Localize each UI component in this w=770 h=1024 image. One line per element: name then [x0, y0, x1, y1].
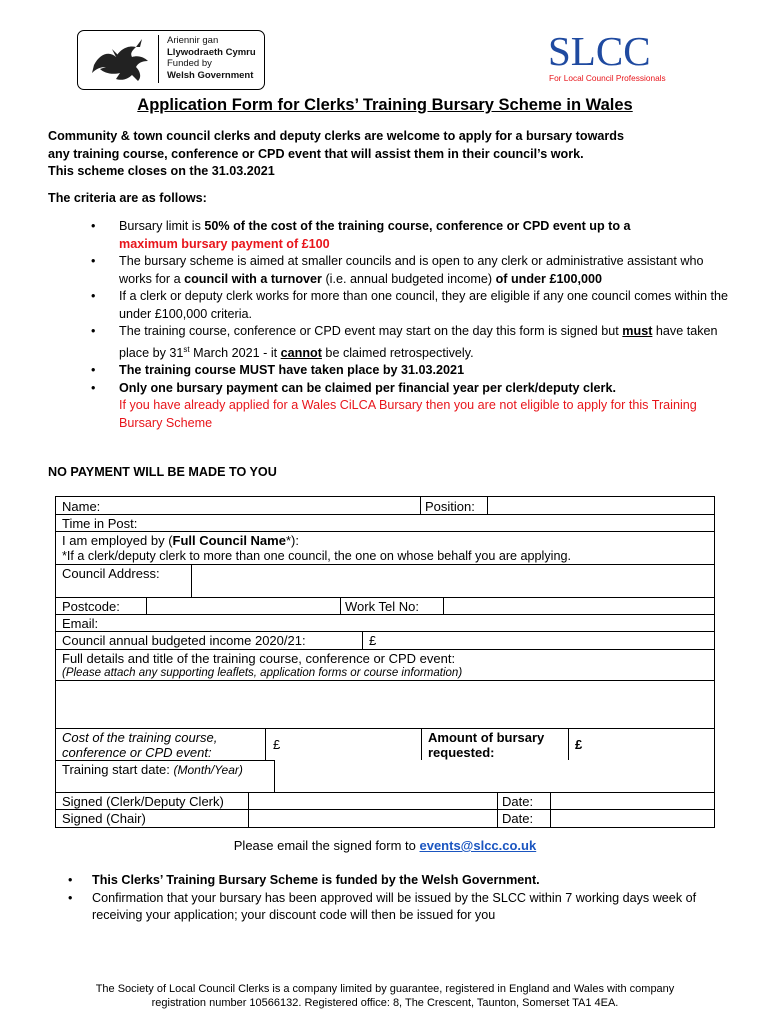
list-item: • Confirmation that your bursary has been approved will be issued by the SLCC within 7 working days week of receiving your application; your discount code will then be issued for you — [68, 890, 697, 922]
employer-note: *If a clerk/deputy clerk to more than one council, the one on whose behalf you are applying. — [62, 549, 571, 563]
postcode-field[interactable] — [151, 598, 336, 613]
details-label: Full details and title of the training course, conference or CPD event: — [62, 651, 456, 666]
list-item: • If a clerk or deputy clerk works for more than one council, they are eligible if any one council comes within the under £100,000 criteria. — [91, 289, 728, 321]
list-item: • Bursary limit is 50% of the cost of the training course, conference or CPD event up to a maximum bursary payment of £100 — [91, 219, 631, 251]
details-field[interactable] — [60, 682, 710, 726]
work-tel-field[interactable] — [448, 598, 710, 613]
welsh-government-text: Ariennir gan Llywodraeth Cymru Funded by Welsh Government — [167, 35, 256, 81]
signed-chair-label: Signed (Chair) — [62, 811, 146, 826]
signed-clerk-field[interactable] — [253, 793, 493, 808]
no-payment-notice: NO PAYMENT WILL BE MADE TO YOU — [48, 465, 277, 479]
employer-label: I am employed by (Full Council Name*): — [62, 533, 299, 548]
footer: The Society of Local Council Clerks is a company limited by guarantee, registered in England and Wales with company registration number 10566132. Registered office: 8, The Crescent, Taunton, Somerset TA1 4EA. — [95, 983, 675, 1009]
email-instruction: Please email the signed form to events@slcc.co.uk — [233, 838, 537, 853]
time-in-post-label: Time in Post: — [62, 516, 138, 531]
date-label: Date: — [502, 794, 534, 809]
council-address-label: Council Address: — [62, 566, 160, 581]
date-label: Date: — [502, 811, 534, 826]
slcc-logo: SLCC — [548, 28, 651, 74]
amount-field[interactable]: £ — [575, 737, 583, 752]
cost-field[interactable]: £ — [273, 737, 281, 752]
budget-label: Council annual budgeted income 2020/21: — [62, 633, 306, 648]
name-label: Name: — [62, 499, 101, 514]
list-item: • Only one bursary payment can be claimed per financial year per clerk/deputy clerk. If you have already applied for a Wales CiLCA Bursary then you are not eligible to apply for this Training Bursary Scheme — [91, 380, 697, 430]
position-label: Position: — [425, 499, 475, 514]
work-tel-label: Work Tel No: — [345, 599, 419, 614]
cost-label: Cost of the training course, conference or CPD event: — [62, 730, 218, 760]
application-form — [55, 496, 715, 828]
start-date-label: Training start date: (Month/Year) — [62, 762, 243, 777]
email-label: Email: — [62, 616, 99, 631]
council-address-field[interactable] — [196, 566, 710, 595]
bottom-notes — [48, 872, 728, 925]
date-field[interactable] — [555, 810, 710, 825]
list-item: • This Clerks’ Training Bursary Scheme is funded by the Welsh Government. — [68, 873, 540, 887]
postcode-label: Postcode: — [62, 599, 120, 614]
page-title: Application Form for Clerks’ Training Bursary Scheme in Wales — [137, 96, 633, 114]
position-field[interactable] — [492, 498, 710, 513]
intro-text: Community & town council clerks and deputy clerks are welcome to apply for a bursary towards any training course, conference or CPD event that will assist them in their council’s work. This scheme closes on the 31.03.2021 — [48, 129, 624, 178]
welsh-dragon-icon — [86, 35, 156, 85]
budget-field[interactable]: £ — [369, 633, 377, 648]
list-item: • The bursary scheme is aimed at smaller councils and is open to any clerk or administrative assistant who works for a council with a turnover (i.e. annual budgeted income) of under £100,000 — [91, 254, 704, 286]
list-item: • The training course MUST have taken place by 31.03.2021 — [91, 363, 465, 378]
criteria-list — [48, 218, 728, 432]
list-item: • The training course, conference or CPD event may start on the day this form is signed but must have taken place by 31st March 2021 - it cannot be claimed retrospectively. — [91, 324, 718, 360]
slcc-tagline: For Local Council Professionals — [549, 73, 666, 83]
date-field[interactable] — [555, 793, 710, 808]
criteria-heading: The criteria are as follows: — [48, 191, 207, 205]
details-note: (Please attach any supporting leaflets, application forms or course information) — [62, 667, 463, 679]
amount-label: Amount of bursary requested: — [428, 730, 545, 760]
email-link[interactable]: events@slcc.co.uk — [419, 838, 537, 853]
signed-chair-field[interactable] — [253, 810, 493, 825]
name-field[interactable] — [106, 498, 416, 513]
start-date-field[interactable] — [279, 762, 709, 790]
signed-clerk-label: Signed (Clerk/Deputy Clerk) — [62, 794, 224, 809]
